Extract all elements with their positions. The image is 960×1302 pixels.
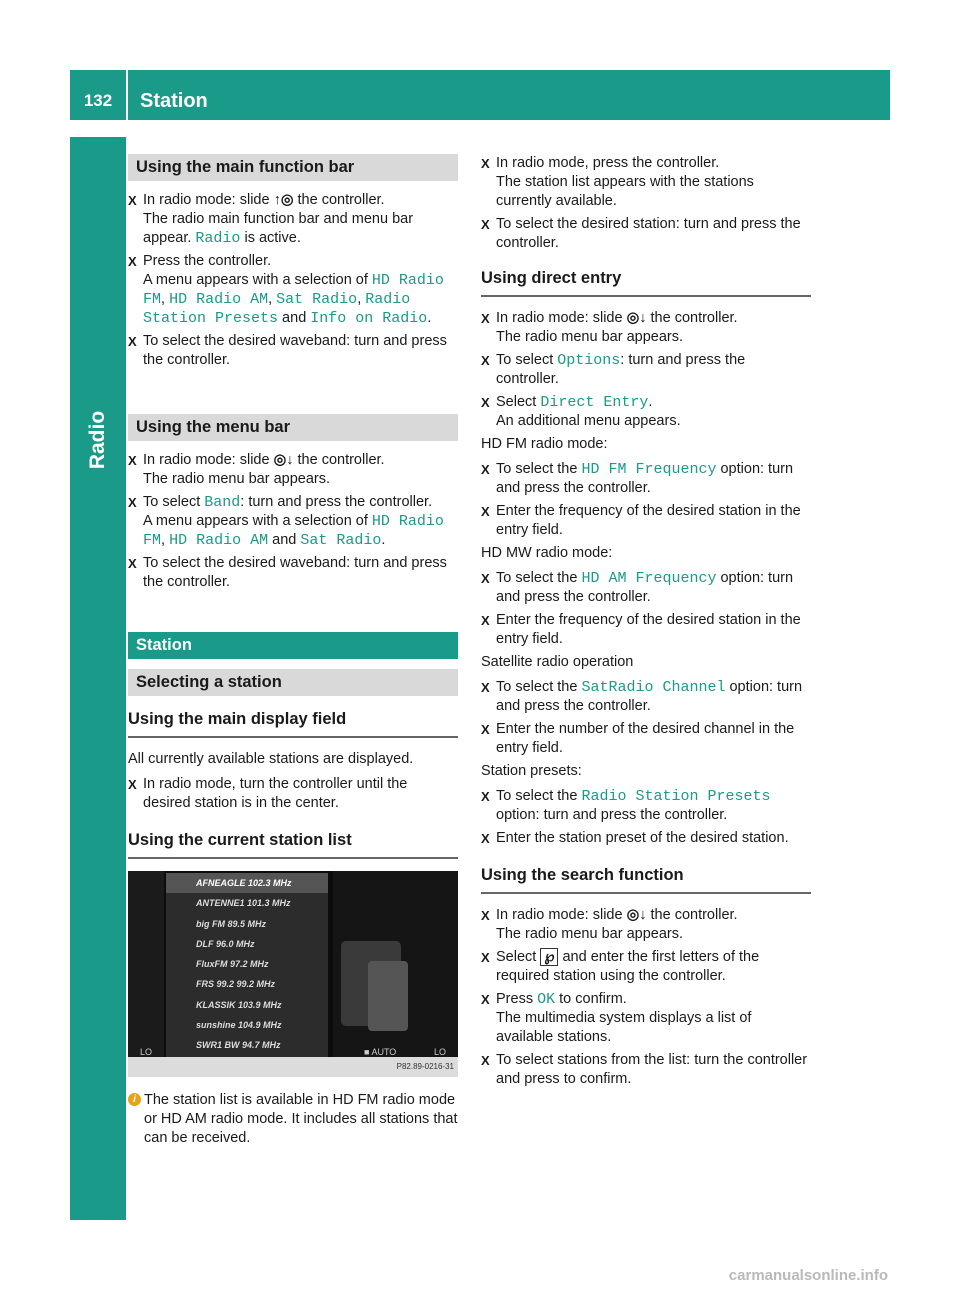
step: X To select the HD AM Frequency option: turn and press the controller. [481,569,811,607]
step: X Enter the number of the desired channel in the entry field. [481,720,811,758]
screen-left-pane [128,871,164,1057]
figure-caption-bar [128,1057,458,1077]
screen-status-bar [128,1039,458,1057]
screen-list-item: FluxFM 97.2 MHz [196,959,269,970]
screen-station-list [166,873,328,1057]
status-lo-right: LO [434,1047,447,1057]
paragraph: All currently available stations are displayed. [128,751,414,767]
section-selecting-station: Selecting a station [128,669,458,696]
screen-list-item: ANTENNE1 101.3 MHz [196,898,291,909]
slide-down-icon: ◎↓ [273,452,294,468]
chapter-label: Radio [86,410,109,470]
step: X To select Options: turn and press the controller. [481,351,811,389]
station-list-screenshot [128,871,458,1077]
status-auto: ■ AUTO [364,1047,397,1057]
step: X To select the desired station: turn and press the controller. [481,215,811,253]
page-number: 132 [83,91,113,110]
step: X To select the desired waveband: turn and press the controller. [128,554,458,592]
section-menu-bar: Using the menu bar [128,414,458,441]
screen-list-item: AFNEAGLE 102.3 MHz [166,873,328,893]
slide-down-icon: ◎↓ [626,907,647,923]
header-title: Station [140,90,208,112]
step: X Press OK to confirm. The multimedia system displays a list of available stations. [481,990,811,1047]
step: X In radio mode, turn the controller until the desired station is in the center. [128,775,458,813]
label-presets: Station presets: [481,763,582,779]
page-header [70,70,890,120]
info-icon: i [128,1093,141,1106]
status-lo-left: LO [140,1047,153,1057]
search-symbol-icon: ℘ [540,948,558,966]
step: X In radio mode: slide ◎↓ the controller. The radio menu bar appears. [128,451,458,489]
right-column [481,154,811,1093]
label-satellite: Satellite radio operation [481,654,634,670]
screen-cover-art-2 [368,961,408,1031]
step: X Enter the station preset of the desired station. [481,829,811,848]
step: X To select the Radio Station Presets option: turn and press the controller. [481,787,811,825]
step: X Select Direct Entry. An additional menu appears. [481,393,811,431]
figure-id: P82.89-0216-31 [396,1062,454,1071]
subheading-station-list: Using the current station list [128,831,458,859]
left-column [128,154,458,1148]
section-station: Station [128,632,458,659]
slide-down-icon: ◎↓ [626,310,647,326]
screen-list-item: DLF 96.0 MHz [196,938,255,949]
section-main-function-bar: Using the main function bar [128,154,458,181]
subheading-search: Using the search function [481,866,811,894]
screen-list-item: KLASSIK 103.9 MHz [196,999,282,1010]
step: X To select the desired waveband: turn and press the controller. [128,332,458,370]
screen-list-item: sunshine 104.9 MHz [196,1020,282,1031]
screen-list-item: FRS 99.2 99.2 MHz [196,979,276,990]
label-hd-fm: HD FM radio mode: [481,436,608,452]
header-divider [126,70,128,120]
step: X Enter the frequency of the desired station in the entry field. [481,502,811,540]
slide-up-icon: ↑◎ [273,192,294,208]
subheading-main-display: Using the main display field [128,710,458,738]
step: X In radio mode: slide ◎↓ the controller. The radio menu bar appears. [481,309,811,347]
label-hd-mw: HD MW radio mode: [481,545,613,561]
step: X In radio mode, press the controller. The station list appears with the stations currently available. [481,154,811,211]
step: X To select the SatRadio Channel option: turn and press the controller. [481,678,811,716]
step: X In radio mode: slide ↑◎ the controller. The radio main function bar and menu bar appear. Radio is active. [128,191,458,248]
footer-watermark: carmanualsonline.info [728,1267,888,1284]
step: X Select ℘ and enter the first letters of the required station using the controller. [481,948,811,986]
step: X To select Band: turn and press the controller. A menu appears with a selection of HD Radio FM, HD Radio AM and Sat Radio. [128,493,458,550]
step: X Enter the frequency of the desired station in the entry field. [481,611,811,649]
screen-list-item: SWR1 BW 94.7 MHz [196,1040,281,1051]
screen-list-item: big FM 89.5 MHz [196,918,267,929]
info-note: i The station list is available in HD FM radio mode or HD AM radio mode. It includes all stations that can be received. [128,1091,458,1148]
chapter-tab [70,137,126,1220]
subheading-direct-entry: Using direct entry [481,269,811,297]
step: X Press the controller. A menu appears with a selection of HD Radio FM, HD Radio AM, Sat Radio, Radio Station Presets and Info on Radio. [128,252,458,328]
step: X To select stations from the list: turn the controller and press to confirm. [481,1051,811,1089]
step: X In radio mode: slide ◎↓ the controller. The radio menu bar appears. [481,906,811,944]
step: X To select the HD FM Frequency option: turn and press the controller. [481,460,811,498]
